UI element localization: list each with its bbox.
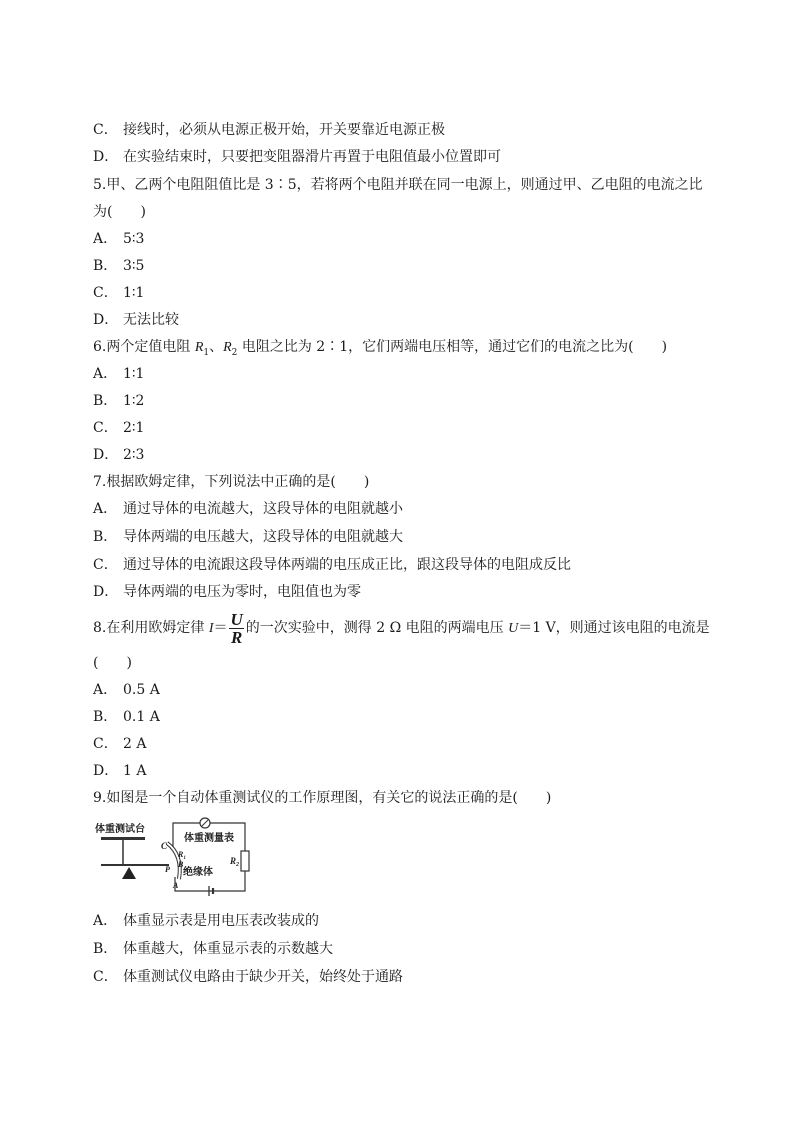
- option-letter: D．: [93, 584, 119, 600]
- q6-separator: 、: [209, 339, 224, 355]
- option-text: 在实验结束时，只要把变阻器滑片再置于电阻值最小位置即可: [123, 149, 501, 165]
- option-letter: A．: [93, 366, 118, 382]
- current-symbol: I: [208, 621, 214, 636]
- q8-option-c: [93, 735, 146, 753]
- option-letter: D．: [93, 763, 119, 779]
- q5-stem-line2: 为( ): [93, 204, 146, 220]
- insulator-label: 绝缘体: [183, 867, 213, 878]
- voltage-symbol: U: [508, 621, 519, 636]
- q8-option-a: [93, 681, 160, 699]
- option-text: 导体两端的电压越大，这段导体的电阻就越大: [123, 529, 403, 545]
- option-letter: A．: [93, 682, 118, 698]
- option-letter: D．: [93, 447, 119, 463]
- q6-option-a: [93, 365, 144, 383]
- q5-option-d: [93, 311, 179, 329]
- option-letter: C．: [93, 285, 118, 301]
- option-text: 体重越大，体重显示表的示数越大: [123, 941, 333, 957]
- option-letter: C．: [93, 557, 118, 573]
- option-letter: C．: [93, 969, 118, 985]
- option-text: 接线时，必须从电源正极开始，开关要靠近电源正极: [123, 122, 445, 138]
- q8-stem-middle: 的一次实验中，测得 2 Ω 电阻的两端电压: [245, 620, 509, 636]
- resistor-r2-label: $R_2$: [230, 856, 240, 868]
- option-letter: C．: [93, 122, 118, 138]
- r1-subscript: 1: [203, 347, 210, 358]
- q6-option-d: [93, 446, 144, 464]
- fraction-denominator: R: [230, 627, 243, 647]
- q8-answer-paren: ( ): [93, 655, 132, 671]
- option-letter: D．: [93, 149, 119, 165]
- ohm-law-fraction: [229, 611, 243, 646]
- option-letter: B．: [93, 393, 118, 409]
- b-terminal-label: B: [178, 860, 184, 869]
- q7-option-c: [93, 556, 571, 574]
- q5-stem-line1: 5.甲、乙两个电阻阻值比是 3∶5，若将两个电阻并联在同一电源上，则通过甲、乙电阻的电流之比: [93, 177, 703, 193]
- meter-label: 体重测量表: [184, 833, 234, 844]
- fulcrum-triangle: [122, 867, 136, 879]
- q5-option-a: [93, 230, 144, 248]
- option-text: 1∶2: [123, 393, 145, 409]
- option-text: 1 A: [123, 763, 147, 779]
- r2-subscript: 2: [231, 347, 238, 358]
- q8-option-d: [93, 762, 146, 780]
- q8-stem-prefix: 8.在利用欧姆定律: [93, 620, 209, 636]
- q4-option-d: [93, 148, 501, 166]
- option-letter: B．: [93, 258, 118, 274]
- option-letter: A．: [93, 231, 118, 247]
- q8-stem-tail: ＝1 V，则通过该电阻的电流是: [518, 620, 710, 636]
- q7-option-a: [93, 500, 403, 518]
- q7-stem: 7.根据欧姆定律，下列说法中正确的是( ): [93, 474, 370, 490]
- q5-option-b: [93, 257, 144, 275]
- option-text: 导体两端的电压为零时，电阻值也为零: [123, 584, 361, 600]
- q9-stem: 9.如图是一个自动体重测试仪的工作原理图，有关它的说法正确的是( ): [93, 790, 552, 806]
- a-terminal-label: A: [173, 881, 179, 890]
- c-terminal-label: C: [161, 841, 168, 851]
- q9-option-b: [93, 940, 333, 958]
- q9-option-c: [93, 968, 403, 986]
- option-text: 通过导体的电流跟这段导体两端的电压成正比，跟这段导体的电阻成反比: [123, 557, 571, 573]
- r1-symbol: R: [194, 340, 204, 355]
- q8-option-b: [93, 708, 160, 726]
- q4-option-c: [93, 121, 445, 139]
- option-text: 1∶1: [123, 285, 145, 301]
- option-text: 2 A: [123, 736, 147, 752]
- option-text: 通过导体的电流越大，这段导体的电阻就越小: [123, 501, 403, 517]
- option-text: 体重测试仪电路由于缺少开关，始终处于通路: [123, 969, 403, 985]
- q6-stem: [93, 338, 667, 362]
- resistor-r2: [241, 851, 249, 871]
- option-letter: B．: [93, 941, 118, 957]
- q6-option-c: [93, 419, 144, 437]
- q6-stem-prefix: 6.两个定值电阻: [93, 339, 195, 355]
- option-letter: B．: [93, 709, 118, 725]
- platform-label: 体重测试台: [95, 824, 145, 835]
- r2-symbol: R: [223, 340, 232, 355]
- option-text: 3∶5: [123, 258, 145, 274]
- q5-option-c: [93, 284, 144, 302]
- option-text: 体重显示表是用电压表改装成的: [123, 913, 319, 929]
- weigh-platform: [101, 837, 145, 840]
- option-letter: D．: [93, 312, 119, 328]
- q6-stem-suffix: 电阻之比为 2∶1，它们两端电压相等，通过它们的电流之比为( ): [237, 339, 668, 355]
- option-text: 5∶3: [123, 231, 145, 247]
- option-text: 0.5 A: [123, 682, 160, 698]
- option-letter: A．: [93, 501, 118, 517]
- option-text: 0.1 A: [123, 709, 160, 725]
- q9-option-a: [93, 912, 319, 930]
- r1-label: $R_1$: [178, 850, 186, 861]
- option-letter: B．: [93, 529, 118, 545]
- option-text: 无法比较: [123, 312, 179, 328]
- p-slider-label: P: [165, 865, 170, 874]
- option-letter: C．: [93, 420, 118, 436]
- option-text: 2∶3: [123, 447, 145, 463]
- weight-tester-circuit-diagram: [93, 815, 263, 897]
- q8-stem: [93, 608, 710, 649]
- option-letter: C．: [93, 736, 118, 752]
- q7-option-d: [93, 583, 361, 601]
- fraction-numerator: U: [230, 609, 243, 629]
- equals-sign: ＝: [213, 620, 228, 636]
- q6-option-b: [93, 392, 144, 410]
- option-text: 1∶1: [123, 366, 145, 382]
- option-text: 2∶1: [123, 420, 145, 436]
- option-letter: A．: [93, 913, 118, 929]
- q7-option-b: [93, 528, 403, 546]
